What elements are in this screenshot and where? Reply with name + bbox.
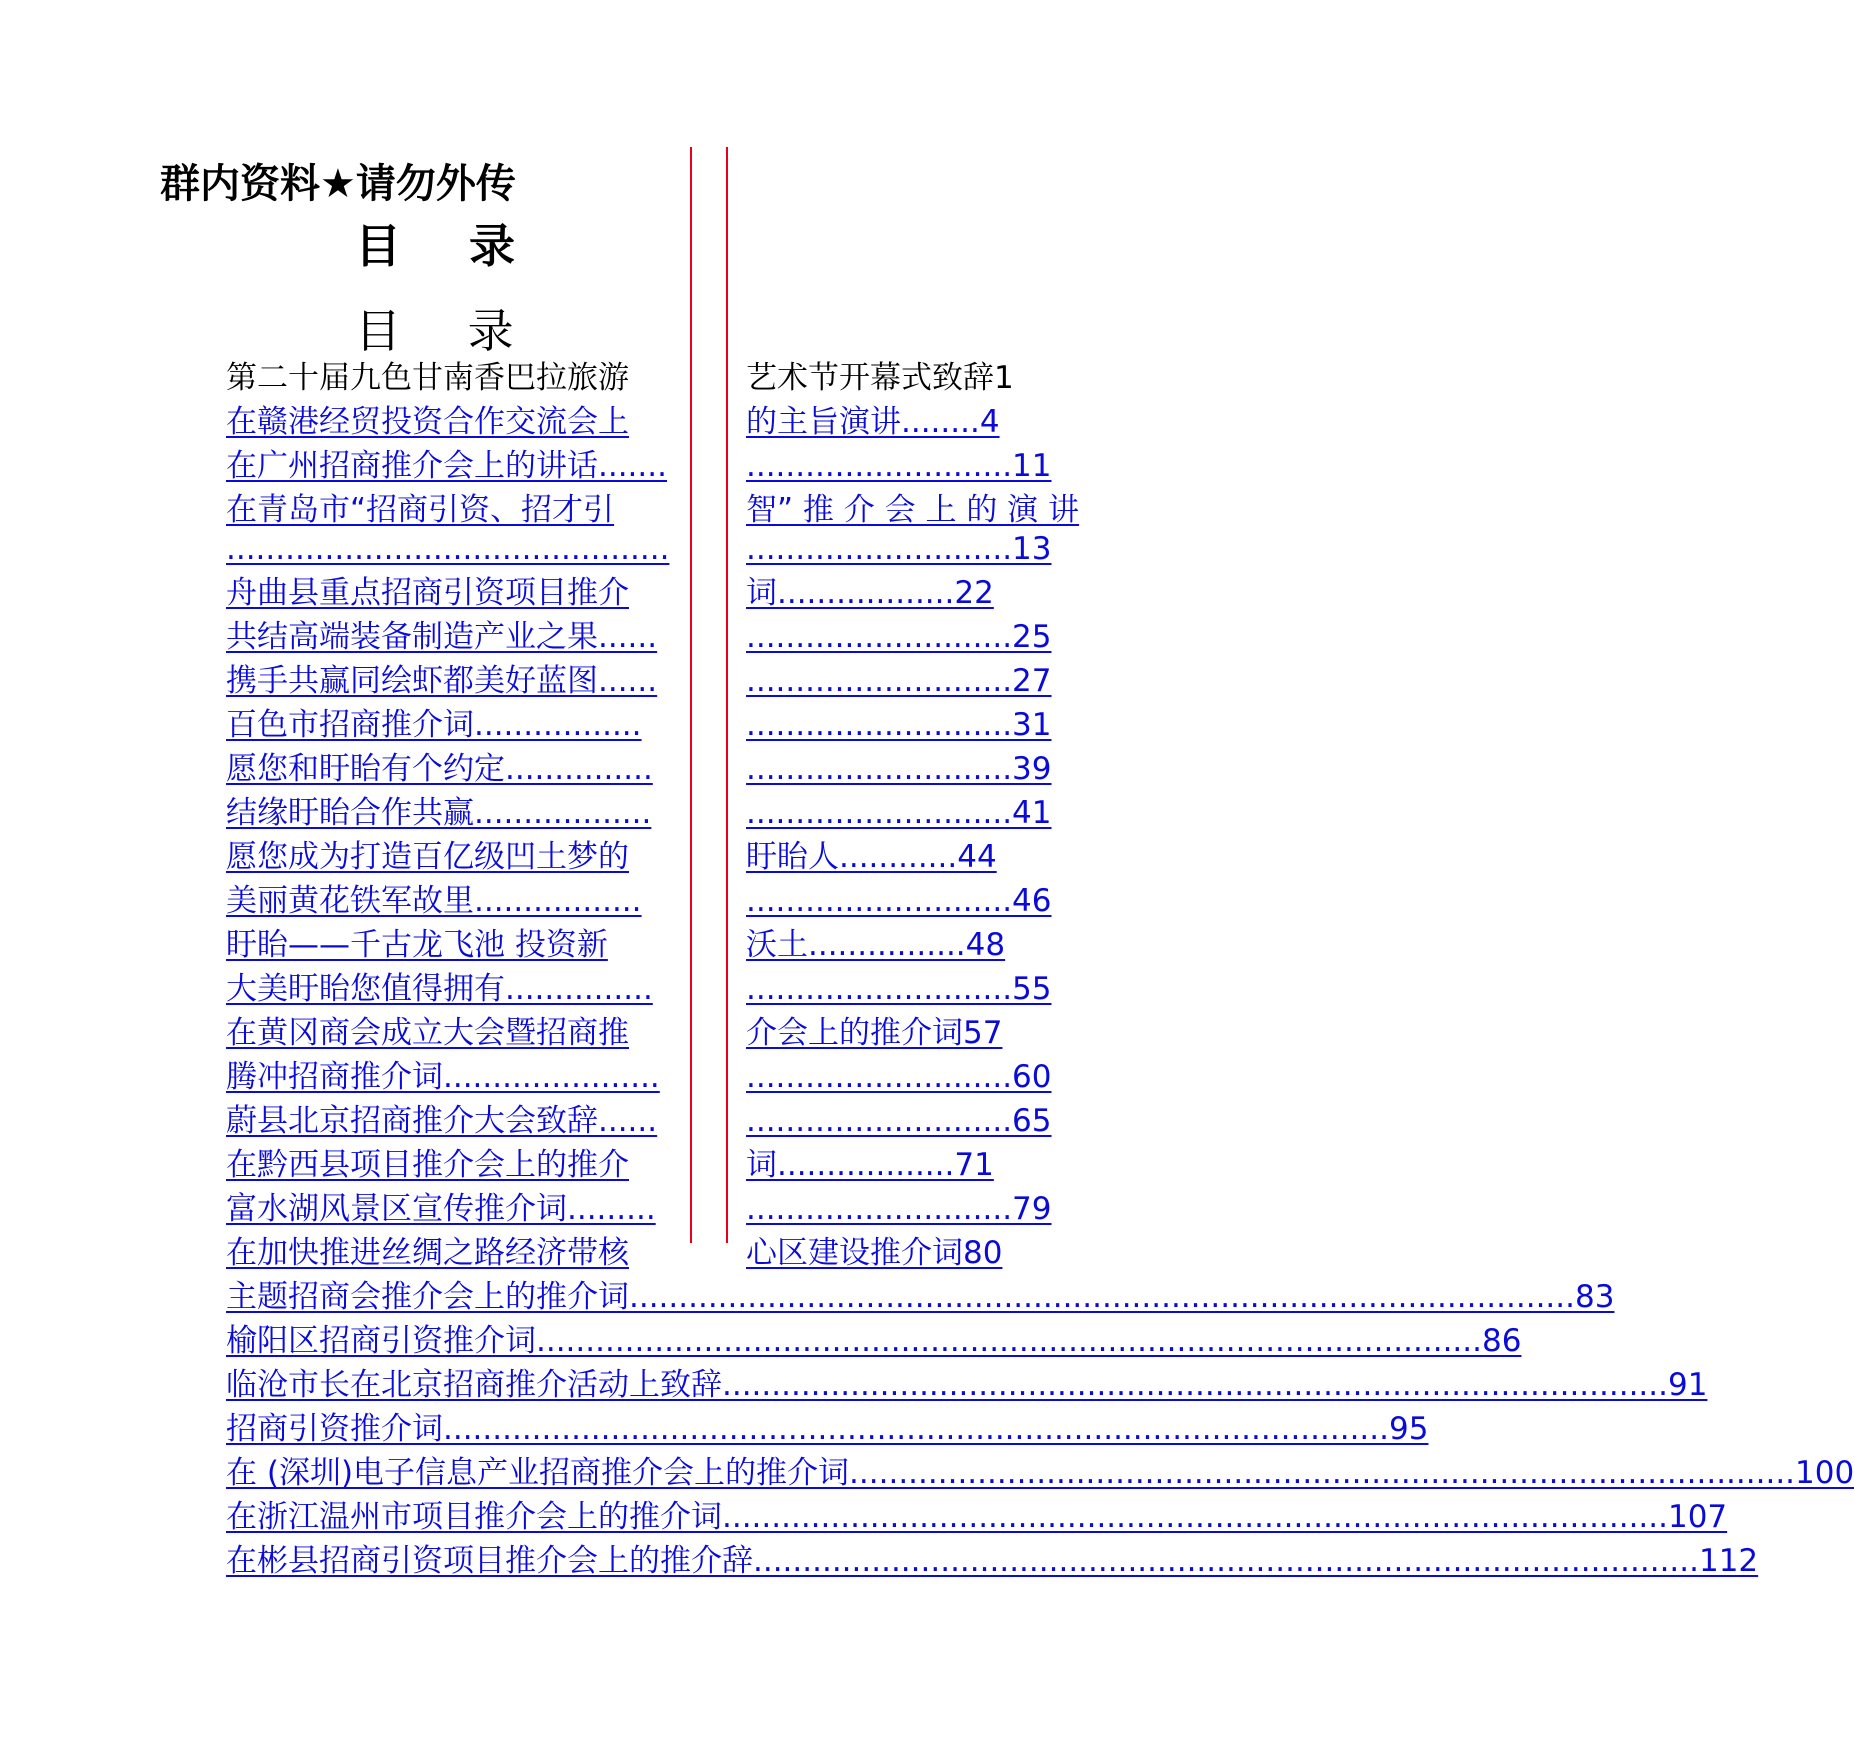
toc-link-full[interactable] (226, 1407, 1429, 1451)
toc-link-left[interactable]: 愿您成为打造百亿级凹土梦的 (226, 839, 629, 875)
toc-link-right[interactable]: 词..................22 (746, 575, 994, 611)
toc-link-left[interactable]: 携手共赢同绘虾都美好蓝图...... (226, 663, 658, 699)
toc-link-right[interactable]: 沃土................48 (746, 927, 1006, 963)
toc-row[interactable] (226, 1055, 1052, 1099)
toc-row[interactable] (226, 703, 1052, 747)
toc-page-number: 86 (1481, 1323, 1522, 1359)
toc-link-left[interactable]: ............................................. (226, 531, 670, 567)
toc-entry-title: 招商引资推介词 (226, 1411, 443, 1447)
toc-page-number: 91 (1667, 1367, 1708, 1403)
leader-dots: ................................................................................................ (722, 1367, 1668, 1403)
toc-link-full[interactable] (226, 1319, 1522, 1363)
toc-row[interactable] (226, 1539, 1759, 1583)
toc-link-right[interactable]: ...........................55 (746, 971, 1052, 1007)
toc-entry-title: 主题招商会推介会上的推介词 (226, 1279, 629, 1315)
toc-row[interactable] (226, 967, 1052, 1011)
toc-link-left[interactable]: 富水湖风景区宣传推介词......... (226, 1191, 656, 1227)
toc-page-number: 83 (1574, 1279, 1615, 1315)
leader-dots: ................................................................................................ (629, 1279, 1575, 1315)
toc-entry-title: 榆阳区招商引资推介词 (226, 1323, 536, 1359)
toc-row[interactable] (226, 1231, 1026, 1275)
leader-dots: ................................................................................................ (536, 1323, 1482, 1359)
column-rule-right (726, 147, 728, 1243)
toc-link-right[interactable]: 的主旨演讲........4 (746, 404, 1000, 440)
toc-link-right[interactable]: 心区建设推介词80 (746, 1235, 1003, 1271)
toc-link-left[interactable]: 腾冲招商推介词...................... (226, 1059, 660, 1095)
toc-row[interactable] (226, 488, 1080, 532)
page-title: 目 录 (355, 219, 542, 273)
toc-link-right[interactable]: ...........................65 (746, 1103, 1052, 1139)
toc-link-right[interactable]: ...........................39 (746, 751, 1052, 787)
toc-link-right[interactable]: ...........................13 (746, 531, 1052, 567)
toc-link-right[interactable]: ...........................27 (746, 663, 1052, 699)
toc-page-number: 112 (1698, 1543, 1759, 1579)
toc-row[interactable] (226, 791, 1052, 835)
toc-link-full[interactable] (226, 1539, 1759, 1583)
toc-entry-left: 第二十届九色甘南香巴拉旅游 (226, 360, 629, 396)
toc-entry-title: 在浙江温州市项目推介会上的推介词 (226, 1499, 722, 1535)
toc-link-right[interactable]: ...........................41 (746, 795, 1052, 831)
toc-link-right[interactable]: ...........................79 (746, 1191, 1052, 1227)
confidential-header: 群内资料★请勿外传 (160, 161, 516, 207)
toc-link-left[interactable]: 蔚县北京招商推介大会致辞...... (226, 1103, 658, 1139)
toc-link-left[interactable]: 在加快推进丝绸之路经济带核 (226, 1235, 629, 1271)
toc-row[interactable] (226, 1495, 1728, 1539)
toc-row[interactable] (226, 923, 1026, 967)
toc-row[interactable] (226, 615, 1052, 659)
toc-link-left[interactable]: 在黔西县项目推介会上的推介 (226, 1147, 629, 1183)
toc-row[interactable] (226, 527, 1052, 571)
column-rule-left (690, 147, 692, 1243)
toc-row[interactable] (226, 1099, 1052, 1143)
toc-page-number: 107 (1667, 1499, 1728, 1535)
toc-link-right[interactable]: ...........................60 (746, 1059, 1052, 1095)
toc-link-right[interactable]: ...........................25 (746, 619, 1052, 655)
toc-link-left[interactable]: 在广州招商推介会上的讲话....... (226, 448, 667, 484)
toc-row[interactable] (226, 1407, 1429, 1451)
toc-page-number: 100 (1795, 1455, 1854, 1491)
toc-link-full[interactable] (226, 1363, 1708, 1407)
toc-link-left[interactable]: 盱眙——千古龙飞池 投资新 (226, 927, 608, 963)
toc-link-full[interactable] (226, 1451, 1854, 1495)
toc-link-right[interactable]: ...........................11 (746, 448, 1052, 484)
toc-link-full[interactable] (226, 1495, 1728, 1539)
toc-entry-title: 在彬县招商引资项目推介会上的推介辞 (226, 1543, 753, 1579)
toc-link-right[interactable]: 智” 推 介 会 上 的 演 讲 (746, 492, 1080, 528)
toc-page-number: 95 (1388, 1411, 1429, 1447)
toc-link-right[interactable]: ...........................46 (746, 883, 1052, 919)
toc-row[interactable] (226, 835, 1026, 879)
toc-link-left[interactable]: 舟曲县重点招商引资项目推介 (226, 575, 629, 611)
toc-row[interactable] (226, 571, 1026, 615)
toc-link-right[interactable]: 介会上的推介词57 (746, 1015, 1003, 1051)
toc-heading: 目 录 (355, 304, 540, 358)
toc-link-left[interactable]: 在赣港经贸投资合作交流会上 (226, 404, 629, 440)
toc-link-left[interactable]: 在青岛市“招商引资、招才引 (226, 492, 615, 528)
toc-link-left[interactable]: 结缘盱眙合作共赢.................. (226, 795, 652, 831)
toc-link-right[interactable]: 词..................71 (746, 1147, 994, 1183)
toc-entry-title: 临沧市长在北京招商推介活动上致辞 (226, 1367, 722, 1403)
toc-link-left[interactable]: 愿您和盱眙有个约定............... (226, 751, 653, 787)
toc-link-left[interactable]: 共结高端装备制造产业之果...... (226, 619, 658, 655)
toc-row[interactable] (226, 1187, 1052, 1231)
toc-link-left[interactable]: 美丽黄花铁军故里................. (226, 883, 642, 919)
toc-row[interactable] (226, 1011, 1026, 1055)
toc-row[interactable] (226, 444, 1052, 488)
toc-link-left[interactable]: 在黄冈商会成立大会暨招商推 (226, 1015, 629, 1051)
toc-row[interactable] (226, 1143, 1026, 1187)
toc-link-full[interactable] (226, 1275, 1615, 1319)
toc-row[interactable] (226, 1275, 1615, 1319)
leader-dots: ................................................................................................ (722, 1499, 1668, 1535)
toc-row[interactable] (226, 1319, 1522, 1363)
toc-row[interactable] (226, 747, 1052, 791)
toc-row[interactable] (226, 879, 1052, 923)
toc-row[interactable] (226, 659, 1052, 703)
toc-link-right[interactable]: ...........................31 (746, 707, 1052, 743)
toc-link-left[interactable]: 大美盱眙您值得拥有............... (226, 971, 653, 1007)
toc-row (226, 356, 1026, 400)
toc-row[interactable] (226, 1363, 1708, 1407)
toc-row[interactable] (226, 1451, 1854, 1495)
leader-dots: ................................................................................................ (849, 1455, 1796, 1491)
toc-link-left[interactable]: 百色市招商推介词................. (226, 707, 642, 743)
leader-dots: ................................................................................................ (753, 1543, 1699, 1579)
toc-entry-right: 艺术节开幕式致辞1 (746, 360, 1014, 396)
leader-dots: ................................................................................................ (443, 1411, 1389, 1447)
toc-row[interactable] (226, 400, 1026, 444)
toc-entry-title: 在 (深圳)电子信息产业招商推介会上的推介词 (226, 1455, 850, 1491)
toc-link-right[interactable]: 盱眙人............44 (746, 839, 997, 875)
